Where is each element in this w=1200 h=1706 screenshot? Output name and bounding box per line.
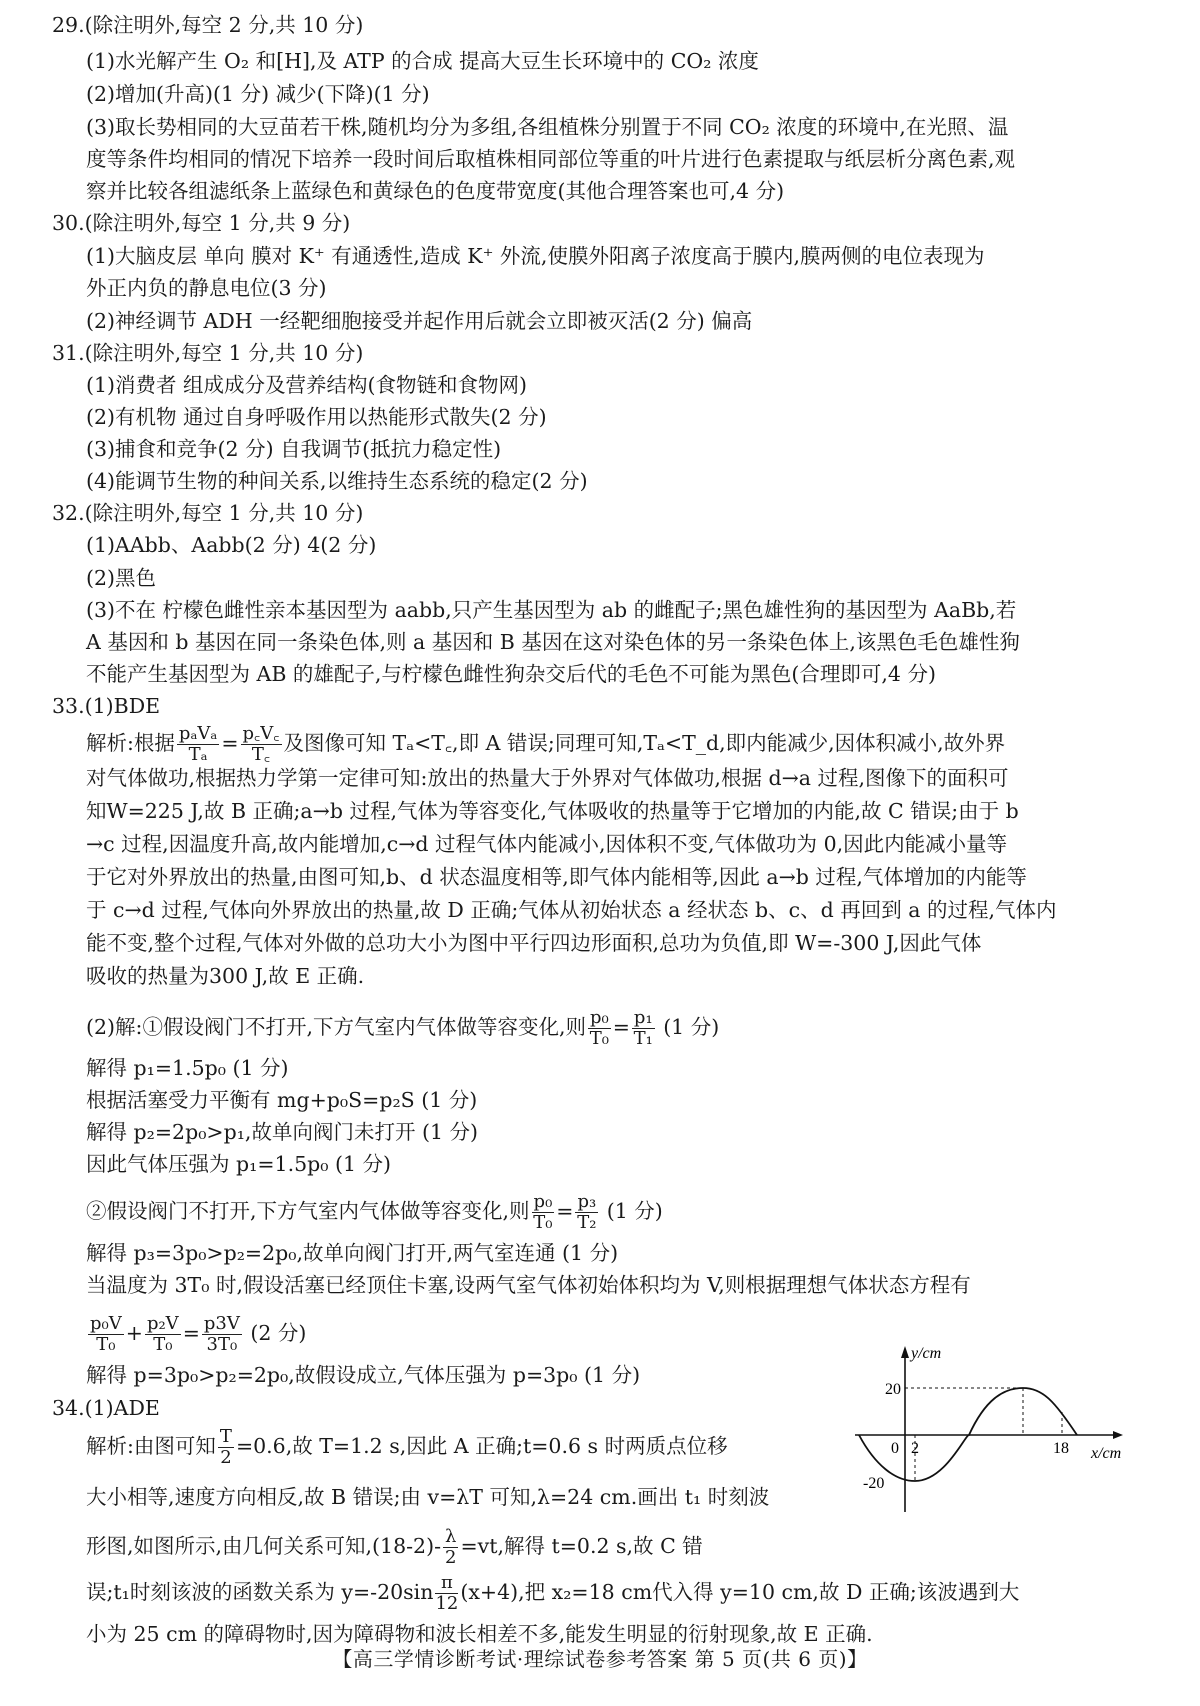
text-line: (3)取长势相同的大豆苗若干株,随机均分为多组,各组植株分别置于不同 CO₂ 浓度的环境中,在光照、温 xyxy=(86,115,1009,139)
fraction: $\frac{\lambda}{2}$ xyxy=(445,1526,457,1568)
page-footer: 【高三学情诊断考试·理综试卷参考答案 第 5 页(共 6 页)】 xyxy=(332,1647,868,1671)
text-line: (2)黑色 xyxy=(86,566,157,590)
text-line: A 基因和 b 基因在同一条染色体,则 a 基因和 B 基因在这对染色体的另一条染色体上,该黑色毛色雄性狗 xyxy=(86,630,1020,654)
y-axis-label: y/cm xyxy=(911,1345,942,1362)
text-line: (4)能调节生物的种间关系,以维持生态系统的稳定(2 分) xyxy=(86,469,588,493)
x-axis-arrow xyxy=(1113,1431,1123,1439)
text-line: 解得 p₂=2p₀>p₁,故单向阀门未打开 (1 分) xyxy=(86,1120,479,1144)
text-line: (2)神经调节 ADH 一经靶细胞接受并起作用后就会立即被灭活(2 分) 偏高 xyxy=(86,309,753,333)
text-line: (3)捕食和竞争(2 分) 自我调节(抵抗力稳定性) xyxy=(86,437,502,461)
text-line: (1)AAbb、Aabb(2 分) 4(2 分) xyxy=(86,533,377,557)
q34-analysis-line-1: 解析:由图可知 $\frac{T}{2}$ =0.6,故 T=1.2 s,因此 A 正确;t=0.6 s 时两质点位移 xyxy=(86,1426,728,1468)
text-line: 能不变,整个过程,气体对外做的总功大小为图中平行四边形面积,总功为负值,即 W=-300 J,因此气体 xyxy=(86,931,982,955)
text-line: 因此气体压强为 p₁=1.5p₀ (1 分) xyxy=(86,1152,392,1176)
y-axis-arrow xyxy=(901,1346,909,1358)
q34-analysis-line-4: 误;t₁时刻该波的函数关系为 y=-20sin $\frac{\pi}{12}$ (x+4),把 x₂=18 cm代入得 y=10 cm,故 D 正确;该波遇到大 xyxy=(86,1572,1020,1614)
text-line: 外正内负的静息电位(3 分) xyxy=(86,276,327,300)
fraction: $\frac{\text{p₀}}{\text{T₀}}$ xyxy=(533,1191,553,1233)
origin-label: 0 xyxy=(891,1440,899,1457)
text-line: 29.(除注明外,每空 2 分,共 10 分) xyxy=(52,13,364,37)
text-line: (1)消费者 组成成分及营养结构(食物链和食物网) xyxy=(86,373,528,397)
text-line: 解得 p=3p₀>p₂=2p₀,故假设成立,气体压强为 p=3p₀ (1 分) xyxy=(86,1363,641,1387)
text-line: 解得 p₃=3p₀>p₂=2p₀,故单向阀门打开,两气室连通 (1 分) xyxy=(86,1241,619,1265)
text-line: (2)有机物 通过自身呼吸作用以热能形式散失(2 分) xyxy=(86,405,547,429)
text-line: 小为 25 cm 的障碍物时,因为障碍物和波长相差不多,能发生明显的衍射现象,故 E 正确. xyxy=(86,1622,873,1646)
text-line: (3)不在 柠檬色雌性亲本基因型为 aabb,只产生基因型为 ab 的雌配子;黑色雄性狗的基因型为 AaBb,若 xyxy=(86,598,1017,622)
tick-label-y20: 20 xyxy=(885,1381,901,1398)
fraction: $\frac{\text{p₂V}}{\text{T₀}}$ xyxy=(146,1313,179,1355)
fraction: $\frac{\text{p₁}}{\text{T₁}}$ xyxy=(633,1007,653,1049)
x-axis-label: x/cm xyxy=(1091,1445,1122,1462)
wave-figure xyxy=(845,1340,1145,1520)
fraction: $\frac{\text{p₃}}{\text{T₂}}$ xyxy=(577,1191,597,1233)
text-line: 34.(1)ADE xyxy=(52,1396,160,1420)
text-line: 于 c→d 过程,气体向外界放出的热量,故 D 正确;气体从初始状态 a 经状态 b、c、d 再回到 a 的过程,气体内 xyxy=(86,898,1057,922)
text-line: 31.(除注明外,每空 1 分,共 10 分) xyxy=(52,341,364,365)
q34-analysis-line-3: 形图,如图所示,由几何关系可知,(18-2)- $\frac{\lambda}{2}$ =vt,解得 t=0.2 s,故 C 错 xyxy=(86,1526,703,1568)
fraction: $\frac{\text{p₀V}}{\text{T₀}}$ xyxy=(90,1313,122,1355)
text-line: (2)增加(升高)(1 分) 减少(下降)(1 分) xyxy=(86,82,430,106)
q33-state-equation: $\frac{\text{p₀V}}{\text{T₀}}$ + $\frac{\text{p₂V}}{\text{T₀}}$ = $\frac{p3V}{\text{3T₀}}$ (2 分) xyxy=(90,1313,307,1355)
text-line: 于它对外界放出的热量,由图可知,b、d 状态温度相等,即气体内能相等,因此 a→b 过程,气体增加的内能等 xyxy=(86,865,1027,889)
text-line: 度等条件均相同的情况下培养一段时间后取植株相同部位等重的叶片进行色素提取与纸层析分离色素,观 xyxy=(86,147,1016,171)
text-line: (1)水光解产生 O₂ 和[H],及 ATP 的合成 提高大豆生长环境中的 CO₂ 浓度 xyxy=(86,49,759,73)
fraction: $\frac{T}{2}$ xyxy=(219,1426,232,1468)
fraction: pₐVₐ Tₐ xyxy=(178,723,218,765)
q33-part2-line-2: ②假设阀门不打开,下方气室内气体做等容变化,则 $\frac{\text{p₀}}{\text{T₀}}$ = $\frac{\text{p₃}}{\text{T₂}}$ (1 分) xyxy=(86,1191,663,1233)
text-line: 解得 p₁=1.5p₀ (1 分) xyxy=(86,1056,289,1080)
text-line: 对气体做功,根据热力学第一定律可知:放出的热量大于外界对气体做功,根据 d→a 过程,图像下的面积可 xyxy=(86,766,1009,790)
tick-label-y-20: -20 xyxy=(863,1475,885,1492)
text-line: 不能产生基因型为 AB 的雄配子,与柠檬色雌性狗杂交后代的毛色不可能为黑色(合理即可,4 分) xyxy=(86,662,936,686)
text-line: 吸收的热量为300 J,故 E 正确. xyxy=(86,964,365,988)
fraction: $\frac{\text{p₀}}{\text{T₀}}$ xyxy=(589,1007,609,1049)
text-line: 察并比较各组滤纸条上蓝绿色和黄绿色的色度带宽度(其他合理答案也可,4 分) xyxy=(86,179,785,203)
q33-part2-line-1: (2)解:①假设阀门不打开,下方气室内气体做等容变化,则 $\frac{\text{p₀}}{\text{T₀}}$ = $\frac{\text{p₁}}{\text{T₁}}$ (1 分) xyxy=(86,1007,720,1049)
tick-label-x2: 2 xyxy=(911,1440,919,1457)
text-line: 33.(1)BDE xyxy=(52,694,161,718)
fraction: $\frac{p3V}{\text{3T₀}}$ xyxy=(203,1313,240,1355)
text-line: 当温度为 3T₀ 时,假设活塞已经顶住卡塞,设两气室气体初始体积均为 V,则根据理想气体状态方程有 xyxy=(86,1273,971,1297)
tick-label-x18: 18 xyxy=(1053,1440,1069,1457)
q33-analysis-line-1: 解析:根据 pₐVₐ Tₐ = $\frac{p꜀V꜀}{T꜀}$ 及图像可知 Tₐ<T꜀,即 A 错误;同理可知,Tₐ<T_d,即内能减少,因体积减小,故外界 xyxy=(86,723,1006,765)
text-line: 根据活塞受力平衡有 mg+p₀S=p₂S (1 分) xyxy=(86,1088,478,1112)
text-line: 30.(除注明外,每空 1 分,共 9 分) xyxy=(52,211,351,235)
text-line: (1)大脑皮层 单向 膜对 K⁺ 有通透性,造成 K⁺ 外流,使膜外阳离子浓度高于膜内,膜两侧的电位表现为 xyxy=(86,244,985,268)
text-line: →c 过程,因温度升高,故内能增加,c→d 过程气体内能减小,因体积不变,气体做功为 0,因此内能减小量等 xyxy=(86,832,1008,856)
text-line: 32.(除注明外,每空 1 分,共 10 分) xyxy=(52,501,364,525)
fraction: $\frac{\pi}{12}$ xyxy=(435,1572,459,1614)
text-line: 大小相等,速度方向相反,故 B 错误;由 v=λT 可知,λ=24 cm.画出 t₁ 时刻波 xyxy=(86,1485,770,1509)
text-line: 知W=225 J,故 B 正确;a→b 过程,气体为等容变化,气体吸收的热量等于它增加的内能,故 C 错误;由于 b xyxy=(86,799,1019,823)
fraction: $\frac{p꜀V꜀}{T꜀}$ xyxy=(242,723,280,765)
